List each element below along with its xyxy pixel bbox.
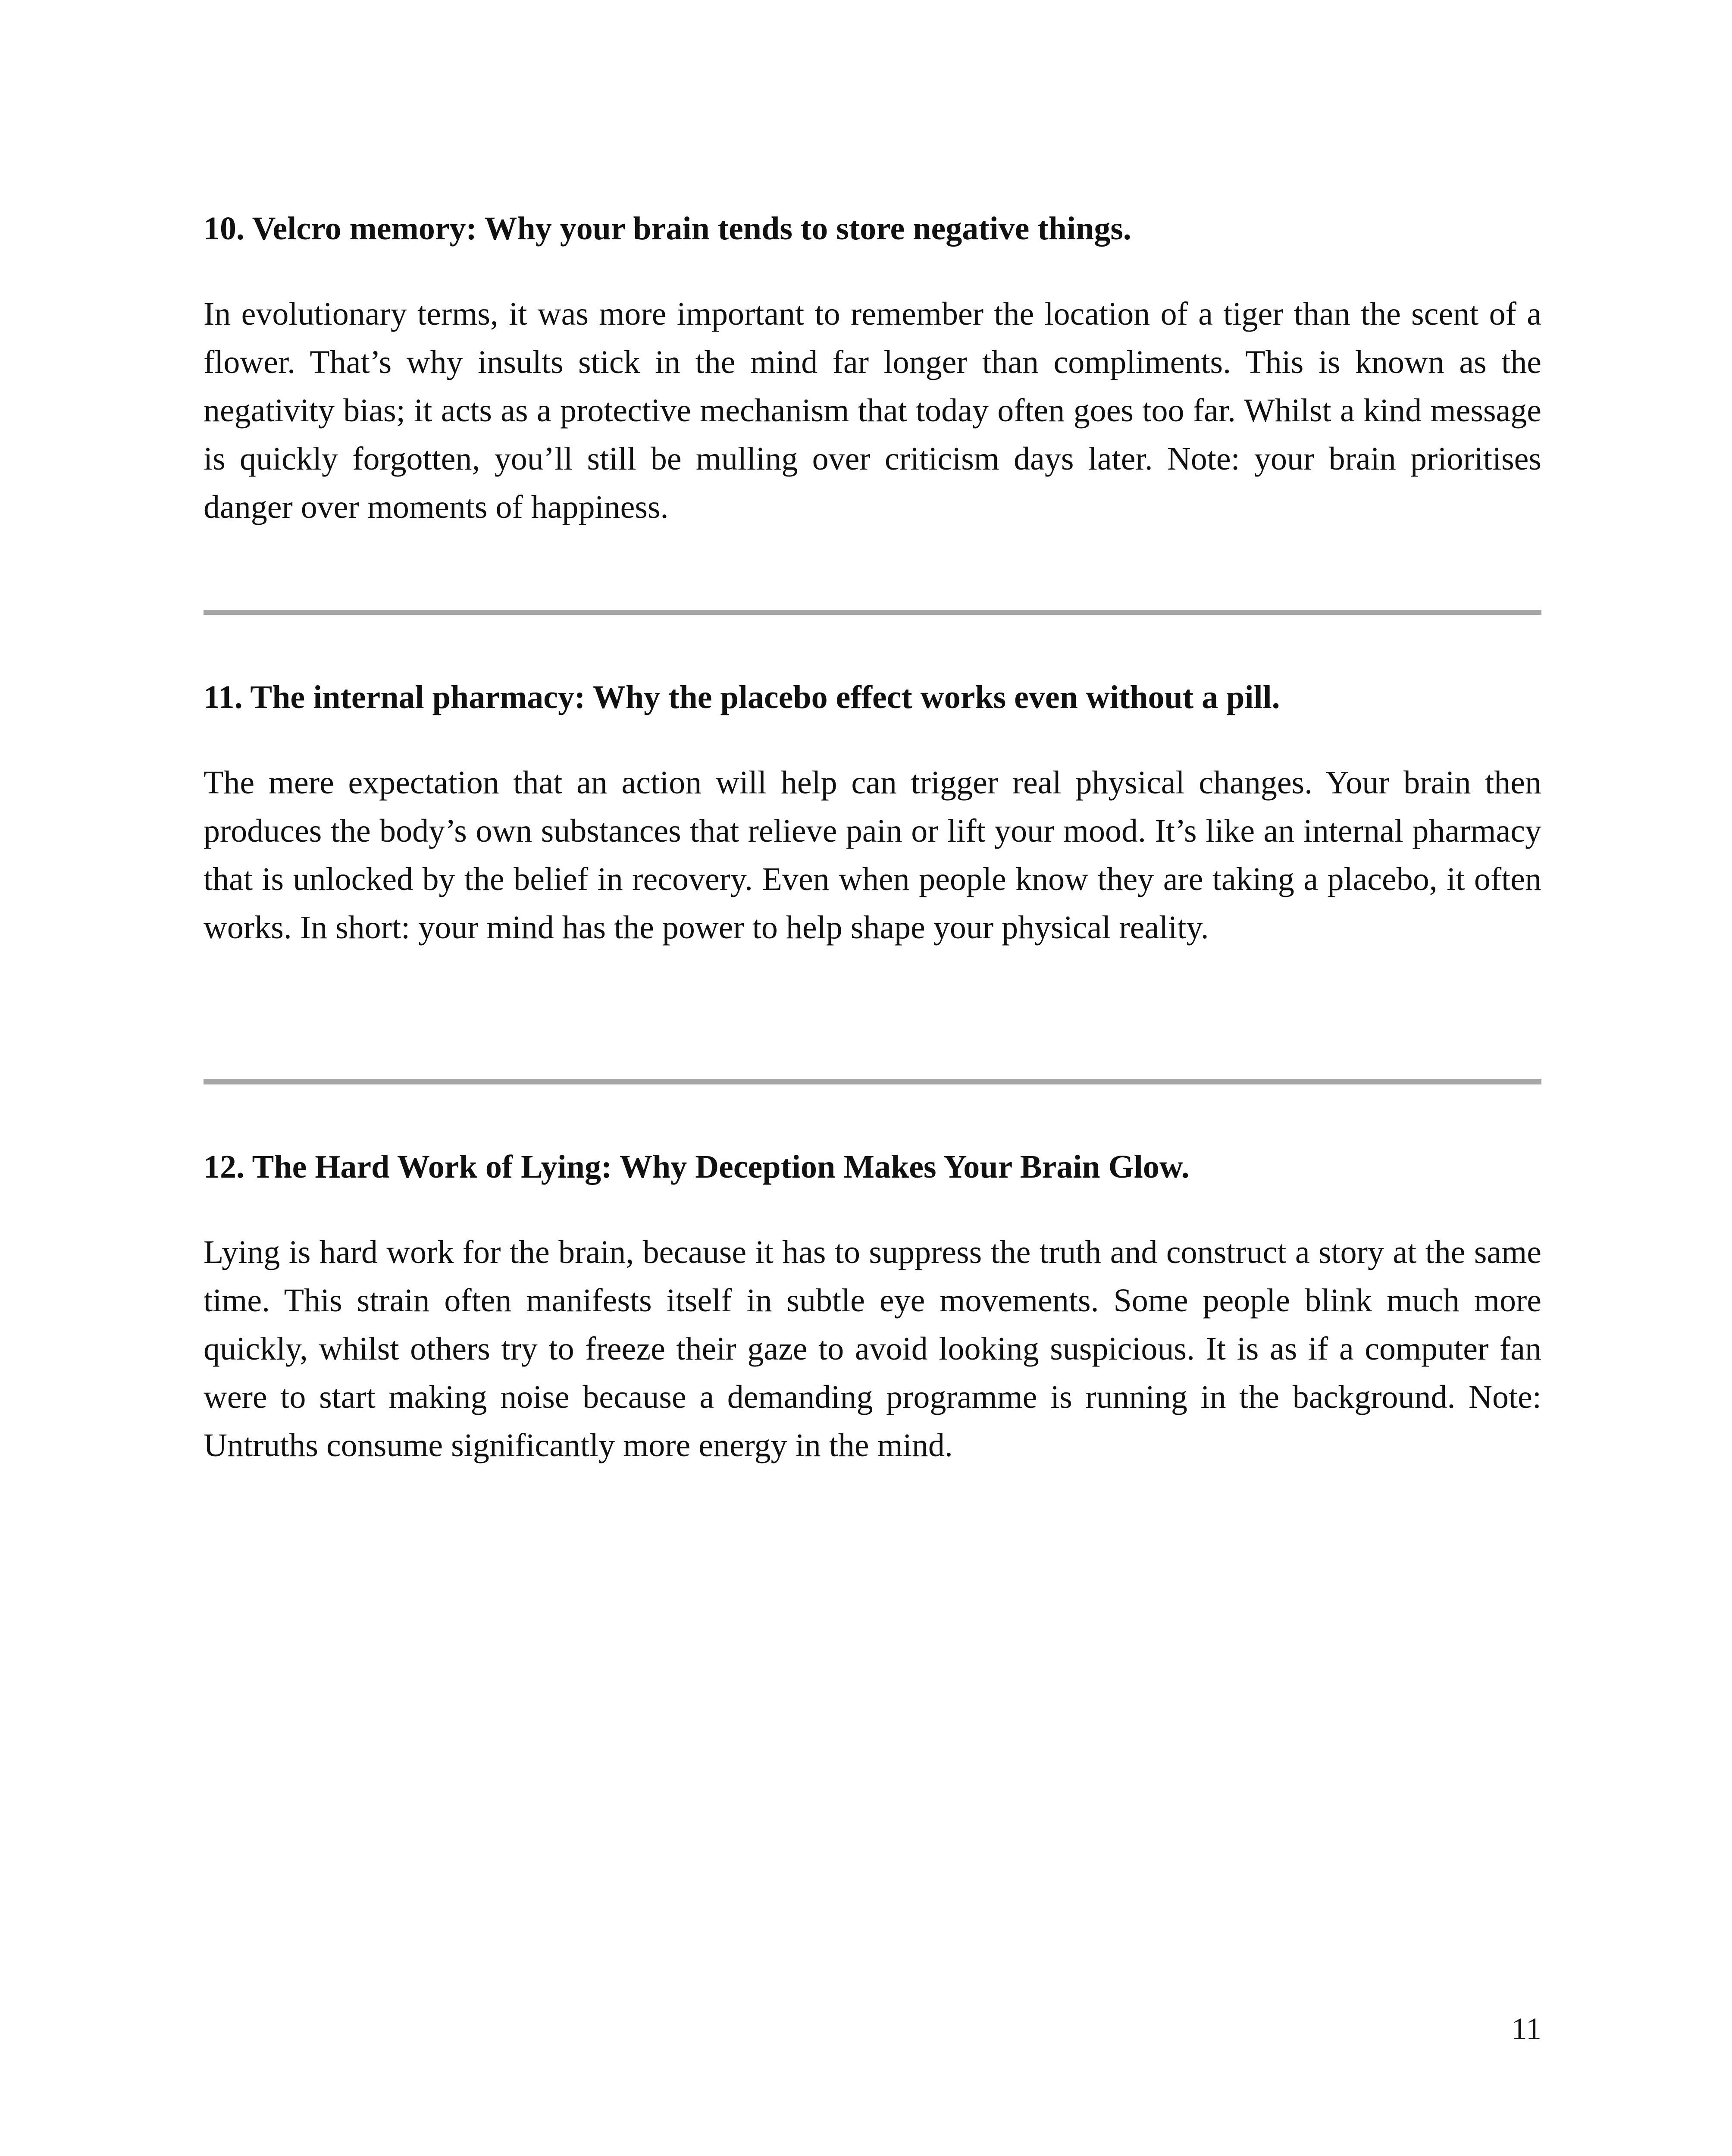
section-heading: 12. The Hard Work of Lying: Why Deception Makes Your Brain Glow. [204, 1149, 1190, 1185]
section-12 [204, 1145, 1541, 1470]
section-body: In evolutionary terms, it was more important to remember the location of a tiger than the scent of a flower. That’s why insults stick in the mind far longer than compliments. This is known as the negativity bias; it acts as a protective mechanism that today often goes too far. Whilst a kind message is quickly forgotten, you’ll still be mulling over criticism days later. Note: your brain prioritises danger over moments of happiness. [204, 296, 1541, 525]
section-body: Lying is hard work for the brain, because it has to suppress the truth and construct a story at the same time. This strain often manifests itself in subtle eye movements. Some people blink much more quickly, whilst others try to freeze their gaze to avoid looking suspicious. It is as if a computer fan were to start making noise because a demanding programme is running in the background. Note: Untruths consume significantly more energy in the mind. [204, 1234, 1541, 1463]
section-11 [204, 676, 1541, 952]
section-heading: 11. The internal pharmacy: Why the placebo effect works even without a pill. [204, 679, 1280, 715]
section-divider [204, 610, 1541, 615]
section-heading: 10. Velcro memory: Why your brain tends to store negative things. [204, 210, 1131, 247]
section-10 [204, 207, 1541, 531]
page-number: 11 [1511, 2012, 1541, 2046]
section-divider [204, 1079, 1541, 1084]
section-body: The mere expectation that an action will help can trigger real physical changes. Your brain then produces the body’s own substances that relieve pain or lift your mood. It’s like an internal pharmacy that is unlocked by the belief in recovery. Even when people know they are taking a placebo, it often works. In short: your mind has the power to help shape your physical reality. [204, 765, 1541, 946]
